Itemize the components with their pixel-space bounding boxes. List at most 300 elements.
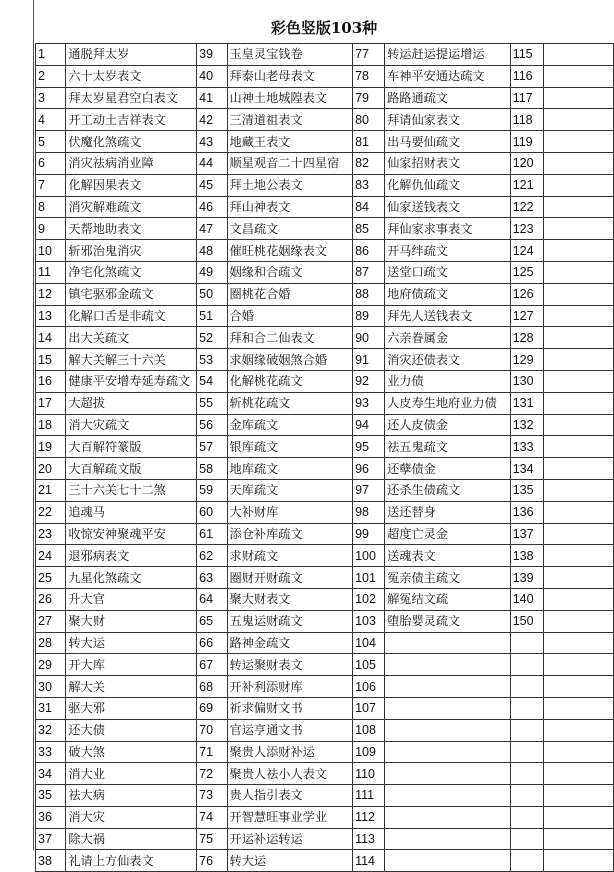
item-number-cell[interactable]: 42: [197, 109, 227, 131]
item-name-cell[interactable]: 礼请上方仙表文: [66, 850, 197, 872]
item-number-cell[interactable]: 1: [36, 44, 66, 66]
item-number-cell[interactable]: 65: [197, 610, 227, 632]
item-name-cell[interactable]: [543, 131, 614, 153]
item-name-cell[interactable]: [385, 676, 511, 698]
item-name-cell[interactable]: [543, 785, 614, 807]
item-name-cell[interactable]: [385, 697, 511, 719]
item-name-cell[interactable]: 车神平安通达疏文: [385, 65, 511, 87]
item-number-cell[interactable]: 136: [510, 501, 543, 523]
item-number-cell[interactable]: 91: [353, 349, 385, 371]
item-name-cell[interactable]: [385, 850, 511, 872]
item-number-cell[interactable]: 43: [197, 131, 227, 153]
item-name-cell[interactable]: 求财疏文: [227, 545, 353, 567]
item-number-cell[interactable]: 69: [197, 697, 227, 719]
item-number-cell[interactable]: 50: [197, 283, 227, 305]
item-name-cell[interactable]: [543, 218, 614, 240]
item-number-cell[interactable]: 103: [353, 610, 385, 632]
item-number-cell[interactable]: 135: [510, 479, 543, 501]
item-number-cell[interactable]: 119: [510, 131, 543, 153]
item-number-cell[interactable]: 26: [36, 588, 66, 610]
item-name-cell[interactable]: 消灾还债表文: [385, 349, 511, 371]
item-name-cell[interactable]: 开大库: [66, 654, 197, 676]
item-number-cell[interactable]: 57: [197, 436, 227, 458]
item-name-cell[interactable]: 山神土地城隍表文: [227, 87, 353, 109]
item-number-cell[interactable]: 85: [353, 218, 385, 240]
item-number-cell[interactable]: 13: [36, 305, 66, 327]
item-number-cell[interactable]: 113: [353, 828, 385, 850]
item-name-cell[interactable]: [385, 741, 511, 763]
item-number-cell[interactable]: 35: [36, 785, 66, 807]
item-number-cell[interactable]: 97: [353, 479, 385, 501]
item-name-cell[interactable]: 转大运: [227, 850, 353, 872]
item-number-cell[interactable]: 58: [197, 458, 227, 480]
item-number-cell[interactable]: 106: [353, 676, 385, 698]
item-number-cell[interactable]: 77: [353, 44, 385, 66]
item-number-cell[interactable]: 24: [36, 545, 66, 567]
item-name-cell[interactable]: 消大业: [66, 763, 197, 785]
item-number-cell[interactable]: [510, 697, 543, 719]
item-number-cell[interactable]: 76: [197, 850, 227, 872]
item-name-cell[interactable]: [543, 479, 614, 501]
item-name-cell[interactable]: 大百解疏文版: [66, 458, 197, 480]
item-number-cell[interactable]: 139: [510, 567, 543, 589]
item-name-cell[interactable]: 大百解符篆版: [66, 436, 197, 458]
item-number-cell[interactable]: 48: [197, 240, 227, 262]
item-number-cell[interactable]: 16: [36, 370, 66, 392]
item-number-cell[interactable]: 18: [36, 414, 66, 436]
item-number-cell[interactable]: 78: [353, 65, 385, 87]
item-name-cell[interactable]: 驱大邪: [66, 697, 197, 719]
item-number-cell[interactable]: 120: [510, 152, 543, 174]
item-number-cell[interactable]: 129: [510, 349, 543, 371]
item-name-cell[interactable]: 还孽债金: [385, 458, 511, 480]
item-name-cell[interactable]: 消灾解难疏文: [66, 196, 197, 218]
item-number-cell[interactable]: 67: [197, 654, 227, 676]
item-number-cell[interactable]: 64: [197, 588, 227, 610]
item-name-cell[interactable]: [543, 414, 614, 436]
item-name-cell[interactable]: [543, 174, 614, 196]
item-name-cell[interactable]: 人皮寿生地府业力债: [385, 392, 511, 414]
item-name-cell[interactable]: 祈求偏财文书: [227, 697, 353, 719]
item-name-cell[interactable]: [543, 44, 614, 66]
item-name-cell[interactable]: [385, 828, 511, 850]
item-number-cell[interactable]: 61: [197, 523, 227, 545]
item-name-cell[interactable]: [385, 785, 511, 807]
item-name-cell[interactable]: 超度亡灵金: [385, 523, 511, 545]
item-name-cell[interactable]: [543, 261, 614, 283]
item-name-cell[interactable]: [543, 392, 614, 414]
item-number-cell[interactable]: 68: [197, 676, 227, 698]
item-name-cell[interactable]: [385, 763, 511, 785]
item-name-cell[interactable]: 圈财开财疏文: [227, 567, 353, 589]
item-number-cell[interactable]: 62: [197, 545, 227, 567]
item-name-cell[interactable]: 通脱拜太岁: [66, 44, 197, 66]
item-number-cell[interactable]: 22: [36, 501, 66, 523]
item-name-cell[interactable]: 三清道祖表文: [227, 109, 353, 131]
item-name-cell[interactable]: 冤亲债主疏文: [385, 567, 511, 589]
item-name-cell[interactable]: 除大祸: [66, 828, 197, 850]
item-number-cell[interactable]: 32: [36, 719, 66, 741]
item-number-cell[interactable]: 23: [36, 523, 66, 545]
item-name-cell[interactable]: 堕胎婴灵疏文: [385, 610, 511, 632]
item-number-cell[interactable]: [510, 719, 543, 741]
item-name-cell[interactable]: 开补利添财库: [227, 676, 353, 698]
item-name-cell[interactable]: [543, 349, 614, 371]
item-number-cell[interactable]: 89: [353, 305, 385, 327]
item-number-cell[interactable]: 30: [36, 676, 66, 698]
item-number-cell[interactable]: 110: [353, 763, 385, 785]
item-name-cell[interactable]: [543, 109, 614, 131]
item-name-cell[interactable]: [385, 654, 511, 676]
item-number-cell[interactable]: 52: [197, 327, 227, 349]
item-name-cell[interactable]: 仙家招财表文: [385, 152, 511, 174]
item-number-cell[interactable]: 123: [510, 218, 543, 240]
item-name-cell[interactable]: 拜土地公表文: [227, 174, 353, 196]
item-number-cell[interactable]: 38: [36, 850, 66, 872]
item-name-cell[interactable]: 地府债疏文: [385, 283, 511, 305]
item-name-cell[interactable]: 九星化煞疏文: [66, 567, 197, 589]
item-name-cell[interactable]: 化解仇仙疏文: [385, 174, 511, 196]
item-name-cell[interactable]: [385, 719, 511, 741]
item-number-cell[interactable]: 6: [36, 152, 66, 174]
item-name-cell[interactable]: [543, 850, 614, 872]
item-name-cell[interactable]: 六十太岁表文: [66, 65, 197, 87]
item-name-cell[interactable]: 拜仙家求事表文: [385, 218, 511, 240]
item-name-cell[interactable]: 解大关解三十六关: [66, 349, 197, 371]
item-name-cell[interactable]: [543, 240, 614, 262]
item-name-cell[interactable]: 顺星观音二十四星宿: [227, 152, 353, 174]
item-number-cell[interactable]: 82: [353, 152, 385, 174]
item-number-cell[interactable]: 46: [197, 196, 227, 218]
item-name-cell[interactable]: 祛五鬼疏文: [385, 436, 511, 458]
item-number-cell[interactable]: 49: [197, 261, 227, 283]
item-number-cell[interactable]: 40: [197, 65, 227, 87]
item-number-cell[interactable]: 20: [36, 458, 66, 480]
item-name-cell[interactable]: [543, 763, 614, 785]
item-name-cell[interactable]: [543, 65, 614, 87]
item-name-cell[interactable]: [543, 327, 614, 349]
item-number-cell[interactable]: 80: [353, 109, 385, 131]
item-number-cell[interactable]: 104: [353, 632, 385, 654]
item-name-cell[interactable]: 开工动土吉祥表文: [66, 109, 197, 131]
item-number-cell[interactable]: 47: [197, 218, 227, 240]
item-name-cell[interactable]: 三十六关七十二煞: [66, 479, 197, 501]
item-name-cell[interactable]: [543, 87, 614, 109]
item-number-cell[interactable]: 81: [353, 131, 385, 153]
item-number-cell[interactable]: 33: [36, 741, 66, 763]
item-number-cell[interactable]: 87: [353, 261, 385, 283]
item-name-cell[interactable]: 地库疏文: [227, 458, 353, 480]
item-number-cell[interactable]: 74: [197, 806, 227, 828]
item-number-cell[interactable]: 86: [353, 240, 385, 262]
item-name-cell[interactable]: 聚大财: [66, 610, 197, 632]
item-name-cell[interactable]: [543, 523, 614, 545]
item-name-cell[interactable]: 合婚: [227, 305, 353, 327]
item-name-cell[interactable]: 镇宅驱邪金疏文: [66, 283, 197, 305]
item-number-cell[interactable]: 84: [353, 196, 385, 218]
item-number-cell[interactable]: 130: [510, 370, 543, 392]
item-name-cell[interactable]: 业力债: [385, 370, 511, 392]
item-name-cell[interactable]: 路路通疏文: [385, 87, 511, 109]
item-number-cell[interactable]: 66: [197, 632, 227, 654]
item-name-cell[interactable]: 消大灾疏文: [66, 414, 197, 436]
item-name-cell[interactable]: 大超拔: [66, 392, 197, 414]
item-number-cell[interactable]: 7: [36, 174, 66, 196]
item-name-cell[interactable]: [543, 545, 614, 567]
item-name-cell[interactable]: 伏魔化煞疏文: [66, 131, 197, 153]
item-number-cell[interactable]: 2: [36, 65, 66, 87]
item-name-cell[interactable]: [543, 501, 614, 523]
item-name-cell[interactable]: 健康平安增寿延寿疏文: [66, 370, 197, 392]
item-number-cell[interactable]: 132: [510, 414, 543, 436]
item-number-cell[interactable]: [510, 654, 543, 676]
item-name-cell[interactable]: 还大债: [66, 719, 197, 741]
item-number-cell[interactable]: 126: [510, 283, 543, 305]
item-number-cell[interactable]: 108: [353, 719, 385, 741]
item-number-cell[interactable]: 29: [36, 654, 66, 676]
item-name-cell[interactable]: 拜太岁星君空白表文: [66, 87, 197, 109]
item-number-cell[interactable]: [510, 632, 543, 654]
item-name-cell[interactable]: 出马要仙疏文: [385, 131, 511, 153]
item-number-cell[interactable]: 25: [36, 567, 66, 589]
item-number-cell[interactable]: 133: [510, 436, 543, 458]
item-number-cell[interactable]: 12: [36, 283, 66, 305]
item-number-cell[interactable]: [510, 763, 543, 785]
item-name-cell[interactable]: [543, 828, 614, 850]
item-number-cell[interactable]: 96: [353, 458, 385, 480]
item-number-cell[interactable]: 4: [36, 109, 66, 131]
item-number-cell[interactable]: 41: [197, 87, 227, 109]
item-number-cell[interactable]: [510, 828, 543, 850]
item-number-cell[interactable]: 122: [510, 196, 543, 218]
item-name-cell[interactable]: 玉皇灵宝钱卷: [227, 44, 353, 66]
item-name-cell[interactable]: [543, 632, 614, 654]
item-name-cell[interactable]: 出大关疏文: [66, 327, 197, 349]
item-number-cell[interactable]: 111: [353, 785, 385, 807]
item-name-cell[interactable]: 解大关: [66, 676, 197, 698]
item-name-cell[interactable]: 贵人指引表文: [227, 785, 353, 807]
item-number-cell[interactable]: [510, 806, 543, 828]
item-name-cell[interactable]: 聚贵人祛小人表文: [227, 763, 353, 785]
item-number-cell[interactable]: 39: [197, 44, 227, 66]
item-name-cell[interactable]: 解冤结文疏: [385, 588, 511, 610]
item-name-cell[interactable]: [543, 588, 614, 610]
item-name-cell[interactable]: [543, 654, 614, 676]
item-name-cell[interactable]: 拜山神表文: [227, 196, 353, 218]
item-name-cell[interactable]: 五鬼运财疏文: [227, 610, 353, 632]
item-name-cell[interactable]: [543, 458, 614, 480]
item-name-cell[interactable]: 送魂表文: [385, 545, 511, 567]
item-number-cell[interactable]: 73: [197, 785, 227, 807]
item-number-cell[interactable]: 90: [353, 327, 385, 349]
item-name-cell[interactable]: 送还替身: [385, 501, 511, 523]
item-number-cell[interactable]: [510, 850, 543, 872]
item-number-cell[interactable]: 28: [36, 632, 66, 654]
item-name-cell[interactable]: 拜先人送钱表文: [385, 305, 511, 327]
item-name-cell[interactable]: 文昌疏文: [227, 218, 353, 240]
item-number-cell[interactable]: 37: [36, 828, 66, 850]
item-name-cell[interactable]: 金库疏文: [227, 414, 353, 436]
item-name-cell[interactable]: [543, 610, 614, 632]
item-name-cell[interactable]: 斩邪治鬼消灾: [66, 240, 197, 262]
item-number-cell[interactable]: 45: [197, 174, 227, 196]
item-number-cell[interactable]: 15: [36, 349, 66, 371]
item-name-cell[interactable]: 追魂马: [66, 501, 197, 523]
item-name-cell[interactable]: 净宅化煞疏文: [66, 261, 197, 283]
item-number-cell[interactable]: 34: [36, 763, 66, 785]
item-name-cell[interactable]: 升大官: [66, 588, 197, 610]
item-number-cell[interactable]: 19: [36, 436, 66, 458]
item-number-cell[interactable]: 107: [353, 697, 385, 719]
item-name-cell[interactable]: [543, 196, 614, 218]
item-name-cell[interactable]: 地藏王表文: [227, 131, 353, 153]
item-name-cell[interactable]: 求姻缘破姻煞合婚: [227, 349, 353, 371]
item-number-cell[interactable]: 114: [353, 850, 385, 872]
item-name-cell[interactable]: 送堂口疏文: [385, 261, 511, 283]
item-number-cell[interactable]: 118: [510, 109, 543, 131]
item-number-cell[interactable]: 99: [353, 523, 385, 545]
item-number-cell[interactable]: 8: [36, 196, 66, 218]
item-number-cell[interactable]: 3: [36, 87, 66, 109]
item-number-cell[interactable]: [510, 741, 543, 763]
item-number-cell[interactable]: 131: [510, 392, 543, 414]
item-number-cell[interactable]: 60: [197, 501, 227, 523]
item-number-cell[interactable]: 71: [197, 741, 227, 763]
item-name-cell[interactable]: 破大煞: [66, 741, 197, 763]
item-name-cell[interactable]: [543, 370, 614, 392]
item-name-cell[interactable]: 仙家送钱表文: [385, 196, 511, 218]
item-name-cell[interactable]: [543, 283, 614, 305]
item-number-cell[interactable]: [510, 785, 543, 807]
item-number-cell[interactable]: 105: [353, 654, 385, 676]
item-name-cell[interactable]: 消灾祛病消业障: [66, 152, 197, 174]
item-name-cell[interactable]: 官运亨通文书: [227, 719, 353, 741]
item-name-cell[interactable]: 转运赶运提运增运: [385, 44, 511, 66]
item-number-cell[interactable]: 56: [197, 414, 227, 436]
item-number-cell[interactable]: 92: [353, 370, 385, 392]
item-number-cell[interactable]: 75: [197, 828, 227, 850]
item-number-cell[interactable]: 112: [353, 806, 385, 828]
item-number-cell[interactable]: 88: [353, 283, 385, 305]
item-name-cell[interactable]: 银库疏文: [227, 436, 353, 458]
item-number-cell[interactable]: 116: [510, 65, 543, 87]
item-name-cell[interactable]: [543, 152, 614, 174]
item-number-cell[interactable]: 83: [353, 174, 385, 196]
item-number-cell[interactable]: [510, 676, 543, 698]
item-name-cell[interactable]: 拜泰山老母表文: [227, 65, 353, 87]
item-number-cell[interactable]: 101: [353, 567, 385, 589]
item-name-cell[interactable]: 姻缘和合疏文: [227, 261, 353, 283]
item-name-cell[interactable]: 消大灾: [66, 806, 197, 828]
item-name-cell[interactable]: [385, 806, 511, 828]
item-name-cell[interactable]: 催旺桃花姻缘表文: [227, 240, 353, 262]
item-number-cell[interactable]: 72: [197, 763, 227, 785]
item-name-cell[interactable]: 开智慧旺事业学业: [227, 806, 353, 828]
item-name-cell[interactable]: 转运聚财表文: [227, 654, 353, 676]
item-number-cell[interactable]: 137: [510, 523, 543, 545]
item-number-cell[interactable]: 98: [353, 501, 385, 523]
item-number-cell[interactable]: 17: [36, 392, 66, 414]
item-name-cell[interactable]: [543, 567, 614, 589]
item-number-cell[interactable]: 5: [36, 131, 66, 153]
item-name-cell[interactable]: 转大运: [66, 632, 197, 654]
item-number-cell[interactable]: 109: [353, 741, 385, 763]
item-name-cell[interactable]: [543, 697, 614, 719]
item-number-cell[interactable]: 53: [197, 349, 227, 371]
item-number-cell[interactable]: 95: [353, 436, 385, 458]
item-number-cell[interactable]: 27: [36, 610, 66, 632]
item-number-cell[interactable]: 9: [36, 218, 66, 240]
item-number-cell[interactable]: 121: [510, 174, 543, 196]
item-name-cell[interactable]: 开运补运转运: [227, 828, 353, 850]
item-number-cell[interactable]: 94: [353, 414, 385, 436]
item-name-cell[interactable]: [543, 305, 614, 327]
item-name-cell[interactable]: [543, 741, 614, 763]
item-name-cell[interactable]: [543, 436, 614, 458]
item-name-cell[interactable]: 祛大病: [66, 785, 197, 807]
item-name-cell[interactable]: 收惊安神聚魂平安: [66, 523, 197, 545]
item-name-cell[interactable]: 添仓补库疏文: [227, 523, 353, 545]
item-number-cell[interactable]: 124: [510, 240, 543, 262]
item-number-cell[interactable]: 14: [36, 327, 66, 349]
item-number-cell[interactable]: 117: [510, 87, 543, 109]
item-number-cell[interactable]: 11: [36, 261, 66, 283]
item-name-cell[interactable]: 圈桃花合婚: [227, 283, 353, 305]
item-number-cell[interactable]: 134: [510, 458, 543, 480]
item-number-cell[interactable]: 51: [197, 305, 227, 327]
item-name-cell[interactable]: 天帮地助表文: [66, 218, 197, 240]
item-name-cell[interactable]: 六亲眷属金: [385, 327, 511, 349]
item-number-cell[interactable]: 10: [36, 240, 66, 262]
item-number-cell[interactable]: 31: [36, 697, 66, 719]
item-name-cell[interactable]: 化解因果表文: [66, 174, 197, 196]
item-name-cell[interactable]: 大补财库: [227, 501, 353, 523]
item-name-cell[interactable]: 退邪病表文: [66, 545, 197, 567]
item-number-cell[interactable]: 125: [510, 261, 543, 283]
item-number-cell[interactable]: 100: [353, 545, 385, 567]
item-name-cell[interactable]: 化解桃花疏文: [227, 370, 353, 392]
item-name-cell[interactable]: 化解口舌是非疏文: [66, 305, 197, 327]
item-number-cell[interactable]: 54: [197, 370, 227, 392]
item-number-cell[interactable]: 140: [510, 588, 543, 610]
item-number-cell[interactable]: 36: [36, 806, 66, 828]
item-number-cell[interactable]: 59: [197, 479, 227, 501]
item-name-cell[interactable]: 还人皮债金: [385, 414, 511, 436]
item-name-cell[interactable]: 聚贵人添财补运: [227, 741, 353, 763]
item-name-cell[interactable]: [385, 632, 511, 654]
item-name-cell[interactable]: 拜和合二仙表文: [227, 327, 353, 349]
item-name-cell[interactable]: [543, 676, 614, 698]
item-number-cell[interactable]: 115: [510, 44, 543, 66]
item-number-cell[interactable]: 102: [353, 588, 385, 610]
item-number-cell[interactable]: 138: [510, 545, 543, 567]
item-name-cell[interactable]: 天库疏文: [227, 479, 353, 501]
item-number-cell[interactable]: 93: [353, 392, 385, 414]
item-number-cell[interactable]: 150: [510, 610, 543, 632]
item-number-cell[interactable]: 44: [197, 152, 227, 174]
item-name-cell[interactable]: 路神金疏文: [227, 632, 353, 654]
item-name-cell[interactable]: 还杀生债疏文: [385, 479, 511, 501]
item-number-cell[interactable]: 128: [510, 327, 543, 349]
item-number-cell[interactable]: 127: [510, 305, 543, 327]
item-number-cell[interactable]: 21: [36, 479, 66, 501]
item-name-cell[interactable]: 拜请仙家表文: [385, 109, 511, 131]
item-name-cell[interactable]: 斩桃花疏文: [227, 392, 353, 414]
item-number-cell[interactable]: 79: [353, 87, 385, 109]
item-number-cell[interactable]: 55: [197, 392, 227, 414]
item-number-cell[interactable]: 63: [197, 567, 227, 589]
item-name-cell[interactable]: 开马绊疏文: [385, 240, 511, 262]
